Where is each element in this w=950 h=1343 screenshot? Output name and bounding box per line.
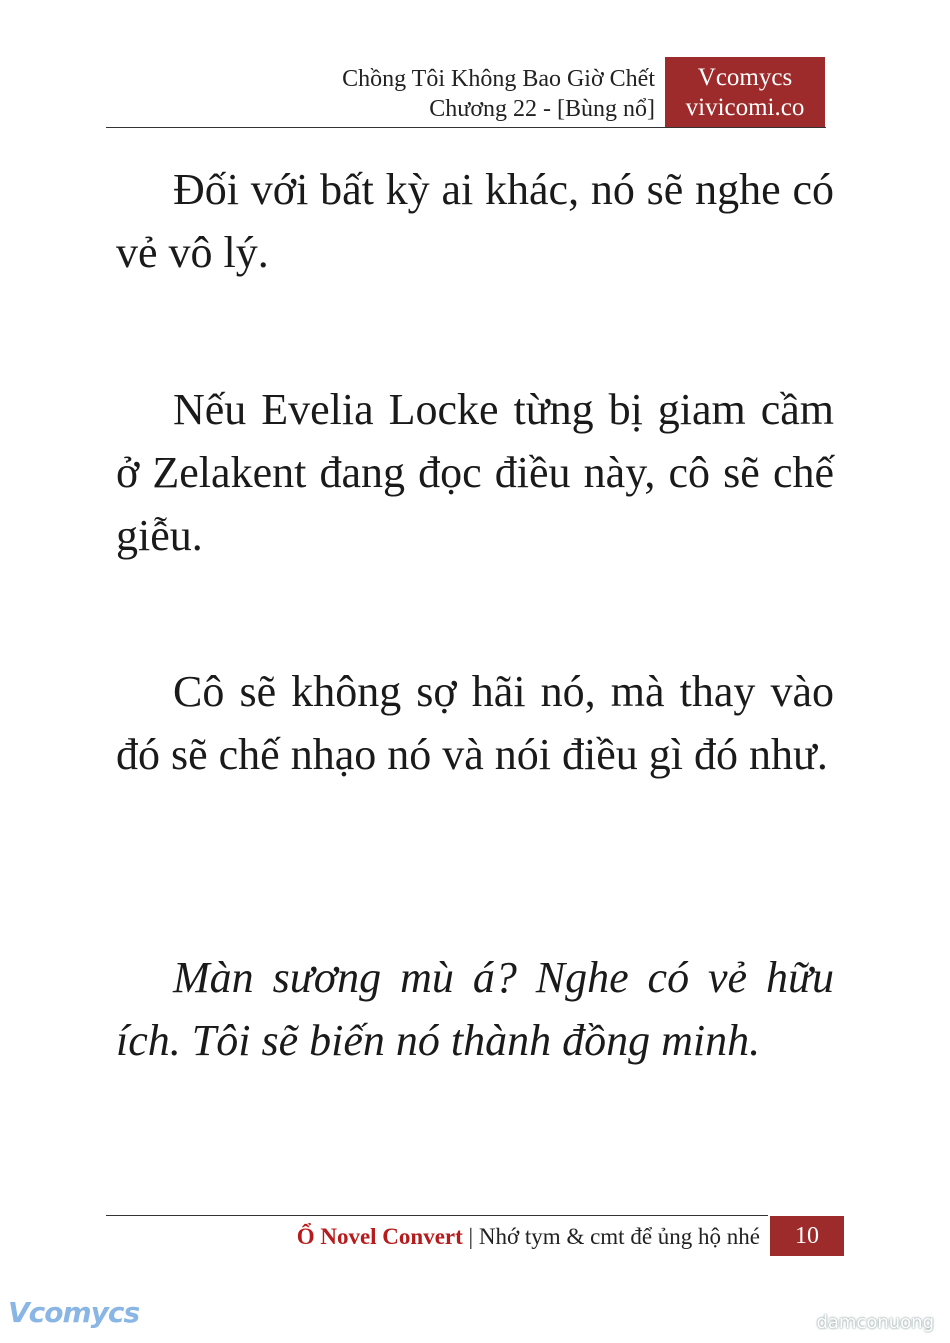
paragraph-3: Cô sẽ không sợ hãi nó, mà thay vào đó sẽ chế nhạo nó và nói điều gì đó như. (116, 667, 834, 779)
book-title: Chồng Tôi Không Bao Giờ Chết (342, 66, 655, 92)
vcomycs-logo: Vcomycs (8, 1296, 140, 1329)
header-divider (106, 127, 826, 128)
page-number: 10 (770, 1216, 844, 1256)
brand-name: Vcomycs (697, 64, 793, 91)
footer-separator: | (468, 1224, 474, 1249)
brand-box (665, 57, 825, 128)
watermark: damconuong (816, 1312, 934, 1333)
paragraph-2: Nếu Evelia Locke từng bị giam cầm ở Zelakent đang đọc điều này, cô sẽ chế giễu. (116, 385, 834, 560)
chapter-title: Chương 22 - [Bùng nổ] (429, 96, 655, 122)
footer-text (297, 1222, 760, 1252)
footer-divider (106, 1215, 768, 1216)
footer-message: Nhớ tym & cmt để ủng hộ nhé (478, 1224, 760, 1249)
brand-site: vivicomi.co (685, 94, 805, 121)
footer-brand: Ổ Novel Convert (296, 1224, 463, 1249)
paragraph-4-italic: Màn sương mù á? Nghe có vẻ hữu ích. Tôi sẽ biến nó thành đồng minh. (116, 953, 834, 1065)
paragraph-1: Đối với bất kỳ ai khác, nó sẽ nghe có vẻ vô lý. (116, 165, 834, 277)
